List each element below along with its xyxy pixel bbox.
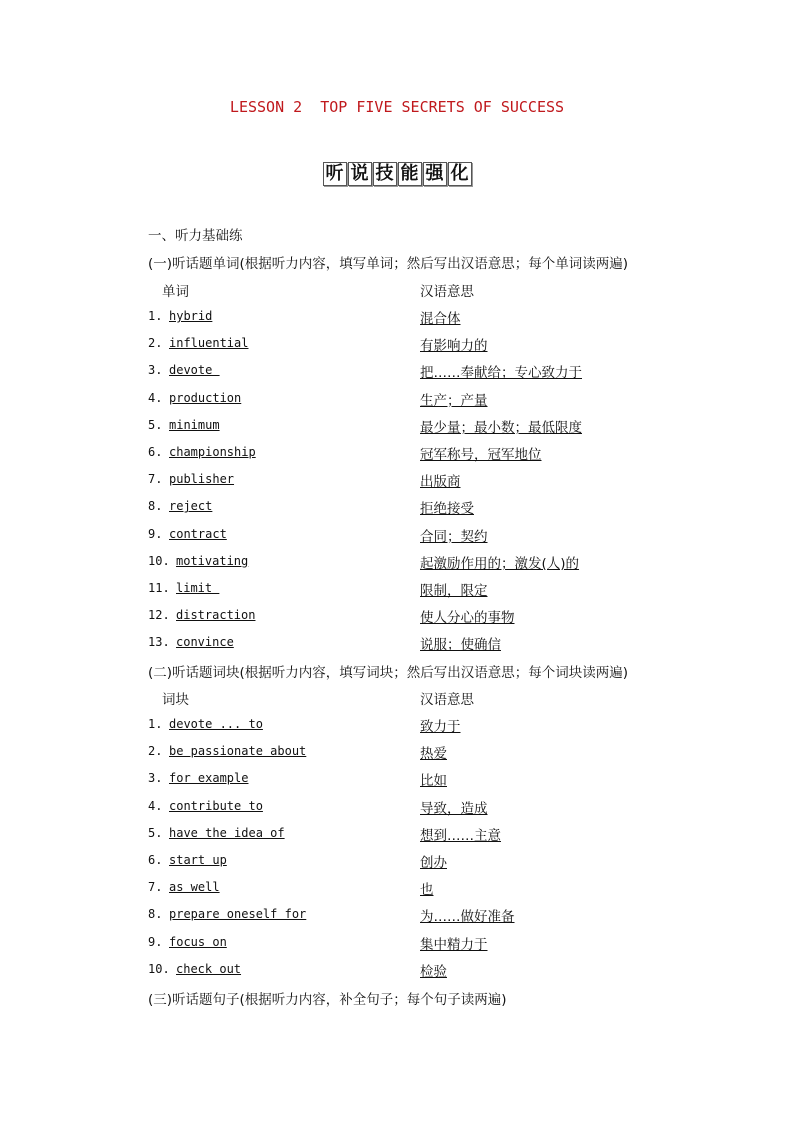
answer-meaning: 最少量；最小数；最低限度 bbox=[420, 419, 582, 436]
answer-word: check out bbox=[176, 961, 242, 976]
answer-meaning: 合同；契约 bbox=[420, 528, 488, 545]
item-number: 4. bbox=[148, 798, 163, 813]
answer-word: contribute to bbox=[169, 798, 263, 813]
answer-meaning: 说服；使确信 bbox=[420, 637, 501, 654]
item-number: 13. bbox=[148, 635, 170, 650]
col-meaning-header: 汉语意思 bbox=[420, 692, 474, 708]
answer-meaning: 混合体 bbox=[420, 311, 461, 327]
list-item bbox=[148, 552, 708, 572]
item-number: 4. bbox=[148, 390, 163, 405]
answer-meaning: 使人分心的事物 bbox=[420, 610, 515, 627]
banner-char: 听 bbox=[323, 162, 347, 186]
list-item bbox=[148, 769, 708, 789]
item-number: 7. bbox=[148, 880, 163, 895]
item-number: 2. bbox=[148, 336, 163, 351]
answer-word: contract bbox=[169, 526, 227, 541]
item-number: 11. bbox=[148, 581, 170, 595]
answer-meaning: 把……奉献给；专心致力于 bbox=[420, 365, 582, 382]
answer-word: limit bbox=[176, 581, 220, 595]
list-item bbox=[148, 361, 708, 381]
banner-char: 技 bbox=[373, 162, 397, 186]
answer-word: championship bbox=[169, 445, 256, 459]
answer-meaning: 热爱 bbox=[420, 746, 447, 763]
list-item bbox=[148, 824, 708, 844]
item-number: 8. bbox=[148, 499, 163, 514]
item-number: 2. bbox=[148, 744, 163, 759]
list-item bbox=[148, 525, 708, 545]
answer-word: focus on bbox=[169, 934, 227, 949]
list-item bbox=[148, 443, 708, 463]
list-item bbox=[148, 334, 708, 354]
answer-meaning: 为……做好准备 bbox=[420, 909, 515, 926]
answer-word: publisher bbox=[169, 472, 235, 487]
answer-word: be passionate about bbox=[169, 744, 307, 759]
banner-char: 强 bbox=[423, 162, 447, 186]
answer-word: influential bbox=[169, 336, 249, 351]
answer-word: devote bbox=[169, 363, 220, 378]
answer-meaning: 出版商 bbox=[420, 474, 461, 491]
list-item bbox=[148, 851, 708, 871]
list-item bbox=[148, 633, 708, 653]
answer-meaning: 生产；产量 bbox=[420, 392, 488, 409]
col-meaning-header: 汉语意思 bbox=[420, 284, 474, 300]
answer-meaning: 致力于 bbox=[420, 719, 461, 735]
item-number: 10. bbox=[148, 553, 170, 568]
list-item bbox=[148, 797, 708, 817]
item-number: 6. bbox=[148, 853, 163, 867]
answer-meaning: 限制，限定 bbox=[420, 583, 488, 599]
item-number: 5. bbox=[148, 825, 163, 840]
answer-word: prepare oneself for bbox=[169, 907, 307, 922]
item-number: 3. bbox=[148, 771, 163, 786]
list-item bbox=[148, 960, 708, 980]
list-item bbox=[148, 497, 708, 517]
answer-meaning: 比如 bbox=[420, 773, 447, 790]
answer-meaning: 导致，造成 bbox=[420, 800, 488, 817]
part2-heading: (二)听话题词块(根据听力内容，填写词块；然后写出汉语意思；每个词块读两遍) bbox=[148, 665, 629, 681]
answer-word: production bbox=[169, 390, 242, 405]
col-phrase-header: 词块 bbox=[162, 692, 189, 708]
item-number: 9. bbox=[148, 526, 163, 541]
answer-meaning: 想到……主意 bbox=[420, 827, 501, 844]
item-number: 1. bbox=[148, 717, 163, 731]
answer-meaning: 冠军称号，冠军地位 bbox=[420, 447, 542, 463]
answer-meaning: 拒绝接受 bbox=[420, 501, 474, 518]
answer-meaning: 起激励作用的；激发(人)的 bbox=[420, 555, 580, 572]
banner-char: 能 bbox=[398, 162, 422, 186]
lesson-title: LESSON 2 TOP FIVE SECRETS OF SUCCESS bbox=[229, 98, 565, 116]
list-item bbox=[148, 416, 708, 436]
answer-word: as well bbox=[169, 880, 220, 895]
answer-meaning: 集中精力于 bbox=[420, 936, 488, 953]
col-word-header: 单词 bbox=[162, 284, 189, 300]
answer-word: minimum bbox=[169, 417, 220, 432]
answer-word: convince bbox=[176, 635, 234, 650]
answer-meaning: 检验 bbox=[420, 963, 447, 980]
list-item bbox=[148, 715, 708, 735]
list-item bbox=[148, 742, 708, 762]
item-number: 10. bbox=[148, 961, 170, 976]
answer-word: motivating bbox=[176, 553, 249, 568]
answer-word: have the idea of bbox=[169, 825, 285, 840]
item-number: 3. bbox=[148, 363, 163, 378]
list-item bbox=[148, 905, 708, 925]
section-heading: 一、听力基础练 bbox=[148, 228, 243, 244]
part1-heading: (一)听话题单词(根据听力内容，填写单词；然后写出汉语意思；每个单词读两遍) bbox=[148, 256, 629, 272]
item-number: 1. bbox=[148, 309, 163, 323]
list-item bbox=[148, 470, 708, 490]
list-item bbox=[148, 606, 708, 626]
item-number: 8. bbox=[148, 907, 163, 922]
part3-heading: (三)听话题句子(根据听力内容，补全句子；每个句子读两遍) bbox=[148, 992, 507, 1008]
answer-meaning: 有影响力的 bbox=[420, 338, 488, 355]
answer-meaning: 创办 bbox=[420, 855, 447, 871]
section-banner bbox=[0, 162, 794, 186]
list-item bbox=[148, 389, 708, 409]
list-item bbox=[148, 878, 708, 898]
answer-word: reject bbox=[169, 499, 213, 514]
answer-word: devote ... to bbox=[169, 717, 263, 731]
answer-word: for example bbox=[169, 771, 249, 786]
answer-meaning: 也 bbox=[420, 882, 434, 899]
item-number: 6. bbox=[148, 445, 163, 459]
answer-word: hybrid bbox=[169, 309, 213, 323]
item-number: 5. bbox=[148, 417, 163, 432]
list-item bbox=[148, 307, 708, 327]
answer-word: start up bbox=[169, 853, 227, 867]
answer-word: distraction bbox=[176, 608, 256, 623]
item-number: 12. bbox=[148, 608, 170, 623]
item-number: 7. bbox=[148, 472, 163, 487]
banner-char: 说 bbox=[348, 162, 372, 186]
list-item bbox=[148, 933, 708, 953]
item-number: 9. bbox=[148, 934, 163, 949]
list-item bbox=[148, 579, 708, 599]
banner-char: 化 bbox=[448, 162, 472, 186]
